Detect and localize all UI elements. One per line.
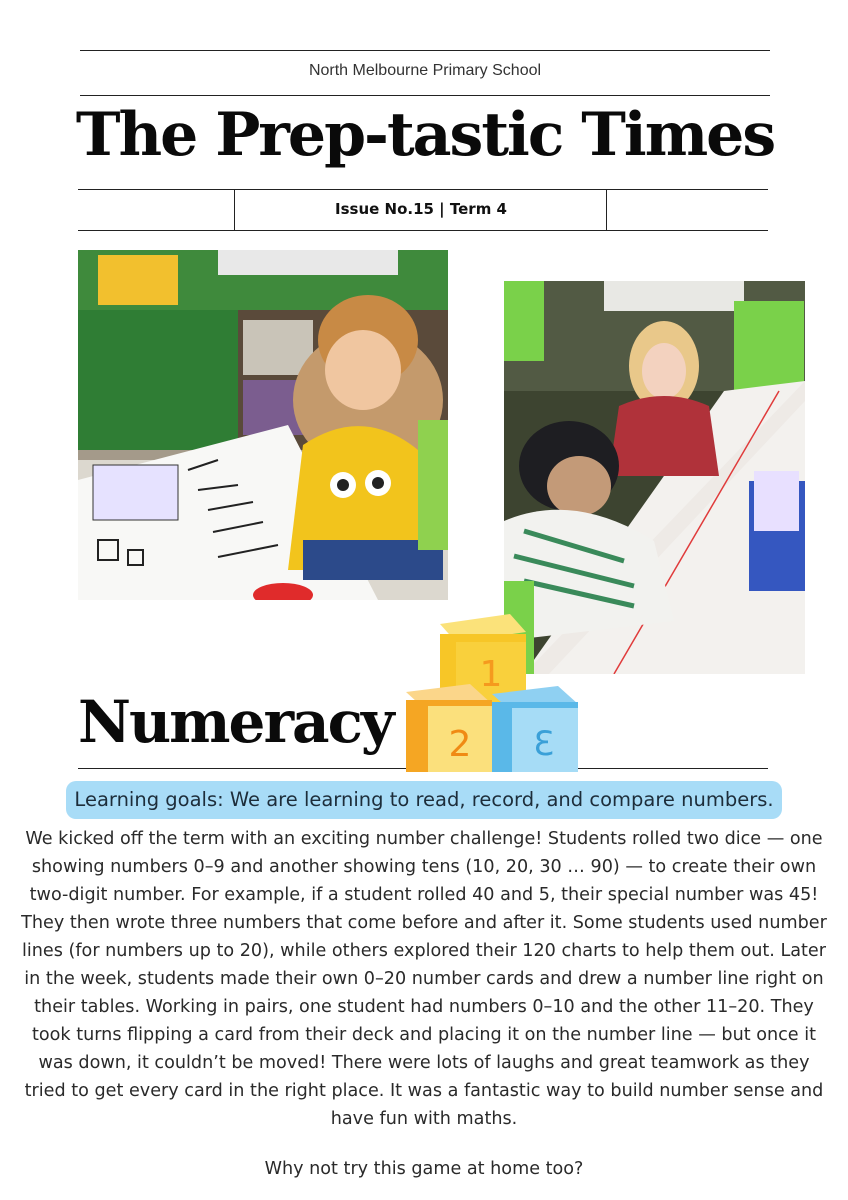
body-paragraph: We kicked off the term with an exciting number challenge! Students rolled two dice — one showing numbers 0–9 and another showing tens (10, 20, 30 … 90) — to create their own two-digit number. For example, if a student rolled 40 and 5, their special number was 45! They then wrote three numbers that come before and after it. Some students used number lines (for numbers up to 20), while others explored their 120 charts to help them out. Later in the week, students made their own 0–20 number cards and drew a number line right on their tables. Working in pairs, one student had numbers 0–10 and the other 11–20. They took turns flipping a card from their deck and placing it on the number line — but once it was down, it couldn’t be moved! There were lots of laughs and great teamwork as they tried to get every card in the right place. It was a fantastic way to build number sense and have fun with maths.	[21, 829, 827, 1129]
closing-line: Why not try this game at home too?	[264, 1159, 584, 1179]
number-blocks-icon	[404, 614, 582, 774]
issue-right-divider	[606, 189, 607, 230]
masthead-title: The Prep-tastic Times	[75, 100, 775, 170]
top-rule	[80, 50, 770, 51]
classroom-photo-boy-icon	[78, 250, 448, 600]
learning-goals: Learning goals: We are learning to read, record, and compare numbers.	[66, 781, 782, 819]
classroom-photo-1	[78, 250, 448, 600]
rule-below-issue	[78, 230, 768, 231]
issue-info: Issue No.15 | Term 4	[335, 200, 507, 218]
block-2-number: 2	[448, 724, 472, 765]
block-1-number: 1	[479, 654, 503, 695]
issue-left-divider	[234, 189, 235, 230]
school-name: North Melbourne Primary School	[308, 62, 542, 79]
rule-above-issue	[78, 189, 768, 190]
block-3-number: 3	[533, 724, 555, 764]
section-title: Numeracy	[78, 688, 393, 756]
rule-below-school	[80, 95, 770, 96]
